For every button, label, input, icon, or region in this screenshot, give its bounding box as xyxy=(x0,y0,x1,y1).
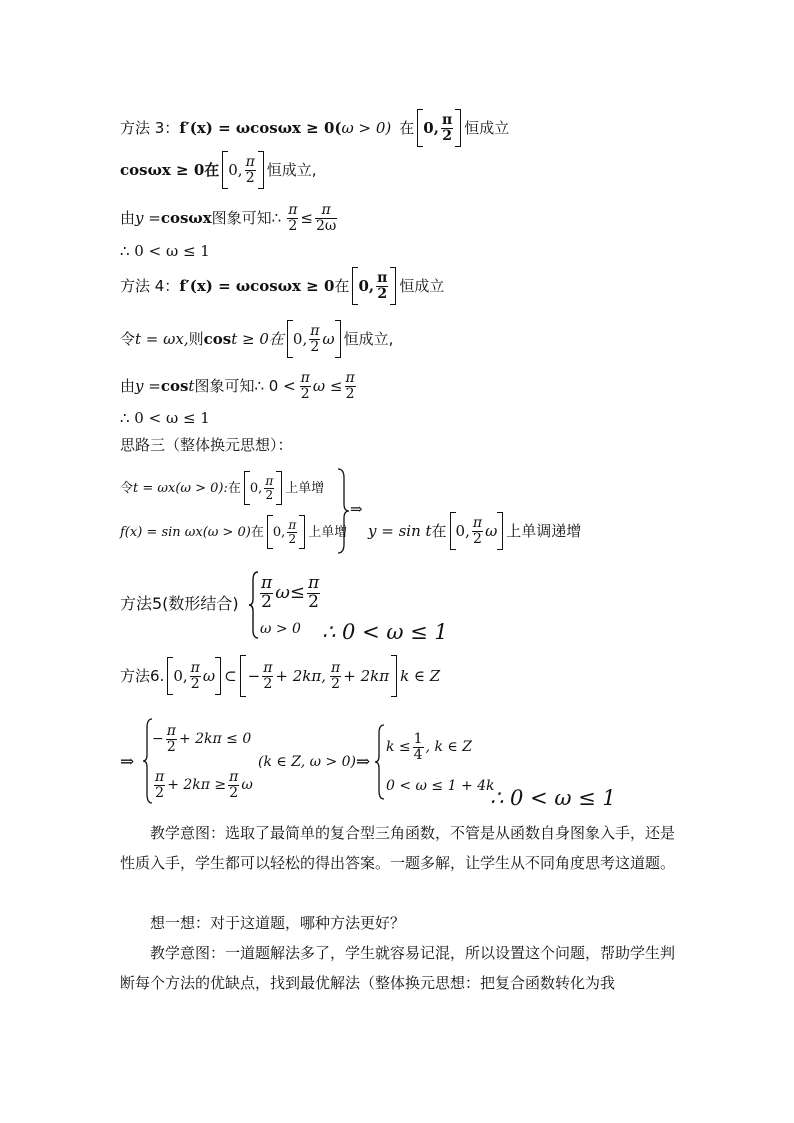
frac-den: 2 xyxy=(229,784,239,801)
ling-prefix: 令 xyxy=(120,480,134,496)
frac-num: 1 xyxy=(413,730,423,747)
t-ineq: t ≥ 0在 xyxy=(231,329,284,348)
fraction xyxy=(376,271,388,301)
method5-label xyxy=(120,594,239,614)
cos-expr: cosωx ≥ 0在 xyxy=(120,160,220,179)
frac-den: 2 xyxy=(310,338,320,355)
t-var: t xyxy=(188,376,195,395)
substitution-row-2 xyxy=(120,514,347,550)
omega: ω xyxy=(202,666,216,685)
method6-label: 方法6. xyxy=(120,666,165,685)
conclusion-text: ∴ 0 < ω ≤ 1 xyxy=(322,619,448,644)
arrow: ⇒ xyxy=(356,751,371,772)
fraction xyxy=(166,724,177,754)
method3-expr: f′(x) = ωcosωx ≥ 0( xyxy=(179,118,342,137)
interval-zero: 0, xyxy=(173,666,188,685)
neg-sign: − xyxy=(247,666,261,685)
interval-zero: 0, xyxy=(272,524,286,540)
method4-expr: f′(x) = ωcosωx ≥ 0 xyxy=(179,276,335,295)
conclusion-text: ∴ 0 < ω ≤ 1 xyxy=(120,408,210,427)
system-row3 xyxy=(386,728,472,766)
fraction xyxy=(300,371,311,401)
frac-num: π xyxy=(300,369,310,386)
fraction xyxy=(287,519,297,545)
frac-num: π xyxy=(472,514,483,531)
graph-mid: 图象可知∴ xyxy=(211,208,282,227)
graph-mid: 图象可知∴ 0 < xyxy=(194,376,296,395)
method3-cond: ω > 0) xyxy=(341,118,392,137)
plus-term: + 2kπ xyxy=(343,666,390,685)
frac-num: π xyxy=(331,659,341,676)
y-sin: y = sin t xyxy=(368,521,432,540)
frac-den: 2 xyxy=(288,531,297,546)
interval-zero: 0, xyxy=(292,329,308,348)
frac-num: π xyxy=(263,659,273,676)
omega: ω xyxy=(485,521,498,540)
omega: ω xyxy=(322,329,335,348)
zai-word: 在 xyxy=(227,480,241,496)
fraction xyxy=(264,475,274,501)
fraction xyxy=(330,661,341,691)
f-def: f(x) = sin ωx(ω > 0) xyxy=(120,524,251,540)
frac-den: 2ω xyxy=(315,217,337,234)
system-row1 xyxy=(152,720,251,758)
sub-interval xyxy=(287,320,341,358)
cos-line xyxy=(120,152,317,188)
frac-den: 2 xyxy=(308,591,319,612)
frac-num: π xyxy=(261,572,273,593)
frac-num: π xyxy=(310,322,320,339)
frac-den: 2 xyxy=(265,487,274,502)
sub-tail: 恒成立, xyxy=(343,329,394,348)
frac-num: π xyxy=(345,369,355,386)
row2-interval xyxy=(267,515,305,549)
t-def: t = ωx(ω > 0): xyxy=(133,480,228,496)
omega: ω xyxy=(241,777,253,793)
row1-tail: 上单增 xyxy=(285,480,325,496)
t-def: t = ωx, xyxy=(135,329,189,348)
k-le: k ≤ xyxy=(386,739,411,755)
method3-label: 方法 3： xyxy=(120,118,180,137)
row1-interval xyxy=(244,471,282,505)
arrow: ⇒ xyxy=(120,751,135,772)
neg-sign: − xyxy=(152,731,164,747)
subset-sign: ⊂ xyxy=(224,666,237,685)
cos-term: cosωx xyxy=(160,208,212,227)
fraction xyxy=(315,203,337,233)
method6-interval-b xyxy=(240,655,397,697)
right-brace xyxy=(336,468,350,554)
conclusion-line-2 xyxy=(120,409,210,427)
method3-interval xyxy=(417,109,461,147)
substitution-row-1 xyxy=(120,470,324,506)
cos-word: cos xyxy=(160,376,189,395)
fraction xyxy=(472,516,483,546)
omega-le: ω≤ xyxy=(275,582,305,603)
method4-zai: 在 xyxy=(334,276,350,295)
result-tail: 上单调递增 xyxy=(506,521,582,540)
conclusion-line-1 xyxy=(120,242,210,260)
approach3-text: 思路三（整体换元思想）： xyxy=(120,435,293,454)
system-arrow-2 xyxy=(356,752,370,772)
fraction xyxy=(307,572,320,612)
fraction xyxy=(154,770,165,800)
method4-label: 方法 4： xyxy=(120,276,180,295)
frac-num: π xyxy=(288,201,298,218)
ze-word: 则 xyxy=(188,329,204,348)
frac-den: 2 xyxy=(288,217,298,234)
result-interval xyxy=(450,512,504,550)
frac-den: 2 xyxy=(377,285,388,302)
method6-line xyxy=(120,653,440,699)
frac-den: 2 xyxy=(442,127,452,144)
you-prefix: 由 xyxy=(120,208,136,227)
omega-le: ω ≤ xyxy=(312,376,343,395)
left-brace xyxy=(374,724,386,800)
conclusion-text: ∴ 0 < ω ≤ 1 xyxy=(120,241,210,260)
frac-den: 2 xyxy=(345,385,355,402)
le-sign: ≤ xyxy=(300,208,313,227)
graph-line-2 xyxy=(120,368,358,404)
interval-zero: 0, xyxy=(249,480,263,496)
frac-num: π xyxy=(265,473,274,488)
fraction xyxy=(344,371,355,401)
frac-num: π xyxy=(288,517,297,532)
fraction xyxy=(441,113,453,143)
interval-zero: 0, xyxy=(228,160,243,179)
frac-num: π xyxy=(321,201,331,218)
row1-rest: + 2kπ ≤ 0 xyxy=(178,731,252,747)
method5-row1 xyxy=(258,572,322,614)
k-in-z: k ∈ Z xyxy=(400,666,441,685)
method5-row2 xyxy=(260,620,301,638)
teaching-intent-1: 教学意图：选取了最简单的复合型三角函数，不管是从函数自身图象入手，还是性质入手，学生都可以轻松的得出答案。一题多解，让学生从不同角度思考这道题。 xyxy=(120,824,676,872)
y-eq: y = xyxy=(135,376,161,395)
row3-rest: , k ∈ Z xyxy=(425,739,472,755)
teaching-intent-2: 教学意图：一道题解法多了，学生就容易记混，所以设置这个问题，帮助学生判断每个方法的优缺点，找到最优解法（整体换元思想：把复合函数转化为我 xyxy=(120,944,676,992)
method6-interval-a xyxy=(167,657,221,695)
system-conclusion xyxy=(490,786,616,810)
method3-zai: 在 xyxy=(399,118,415,137)
condition: (k ∈ Z, ω > 0) xyxy=(258,754,357,770)
frac-den: 2 xyxy=(300,385,310,402)
frac-num: π xyxy=(166,722,176,739)
system-row4 xyxy=(386,777,495,795)
frac-den: 2 xyxy=(331,675,341,692)
cos-tail: 恒成立, xyxy=(266,160,317,179)
you-prefix: 由 xyxy=(120,376,136,395)
system-arrow xyxy=(120,752,134,772)
approach3-heading xyxy=(120,435,293,455)
fraction xyxy=(413,732,424,762)
frac-den: 4 xyxy=(413,746,423,763)
frac-den: 2 xyxy=(190,675,200,692)
method3-tail: 恒成立 xyxy=(464,118,510,137)
fraction xyxy=(287,203,298,233)
frac-num: π xyxy=(229,768,239,785)
frac-num: π xyxy=(377,269,388,286)
system-row2 xyxy=(152,766,253,804)
frac-den: 2 xyxy=(473,530,482,547)
fraction xyxy=(260,572,273,612)
method5-conclusion xyxy=(322,620,448,644)
frac-num: π xyxy=(190,659,200,676)
frac-den: 2 xyxy=(263,675,273,692)
interval-zero: 0, xyxy=(358,276,375,295)
conclusion-text: ∴ 0 < ω ≤ 1 xyxy=(490,785,616,810)
interval-zero: 0, xyxy=(423,118,439,137)
cos-interval xyxy=(222,151,264,189)
frac-num: π xyxy=(245,153,255,170)
frac-num: π xyxy=(441,111,453,128)
zai-word: 在 xyxy=(250,524,264,540)
row2-rest: + 2kπ ≥ xyxy=(167,777,227,793)
omega-pos: ω > 0 xyxy=(260,621,301,637)
row2-tail: 上单增 xyxy=(308,524,348,540)
row4-text: 0 < ω ≤ 1 + 4k xyxy=(386,778,495,794)
zai-word: 在 xyxy=(431,521,447,540)
frac-den: 2 xyxy=(261,591,272,612)
arrow: ⇒ xyxy=(350,499,363,518)
fraction xyxy=(190,661,201,691)
method3-line xyxy=(120,110,509,146)
think-question: 想一想：对于这道题，哪种方法更好？ xyxy=(150,914,406,932)
implies-arrow xyxy=(350,500,363,518)
ling-prefix: 令 xyxy=(120,329,136,348)
graph-line-1 xyxy=(120,201,339,235)
method4-tail: 恒成立 xyxy=(399,276,445,295)
system-cond xyxy=(258,753,356,771)
result-row xyxy=(368,512,581,550)
cos-word: cos xyxy=(203,329,232,348)
frac-den: 2 xyxy=(245,169,255,186)
frac-den: 2 xyxy=(166,738,176,755)
y-eq: y = xyxy=(135,208,161,227)
method4-line xyxy=(120,268,444,304)
interval-zero: 0, xyxy=(455,521,470,540)
frac-den: 2 xyxy=(155,784,165,801)
method4-interval xyxy=(352,267,396,305)
fraction xyxy=(245,155,256,185)
fraction xyxy=(309,324,320,354)
frac-num: π xyxy=(155,768,165,785)
substitution-line xyxy=(120,320,393,358)
plus-term: + 2kπ, xyxy=(275,666,327,685)
fraction xyxy=(228,770,239,800)
method5-text: 方法5(数形结合) xyxy=(120,594,239,613)
frac-num: π xyxy=(307,572,320,593)
fraction xyxy=(262,661,273,691)
